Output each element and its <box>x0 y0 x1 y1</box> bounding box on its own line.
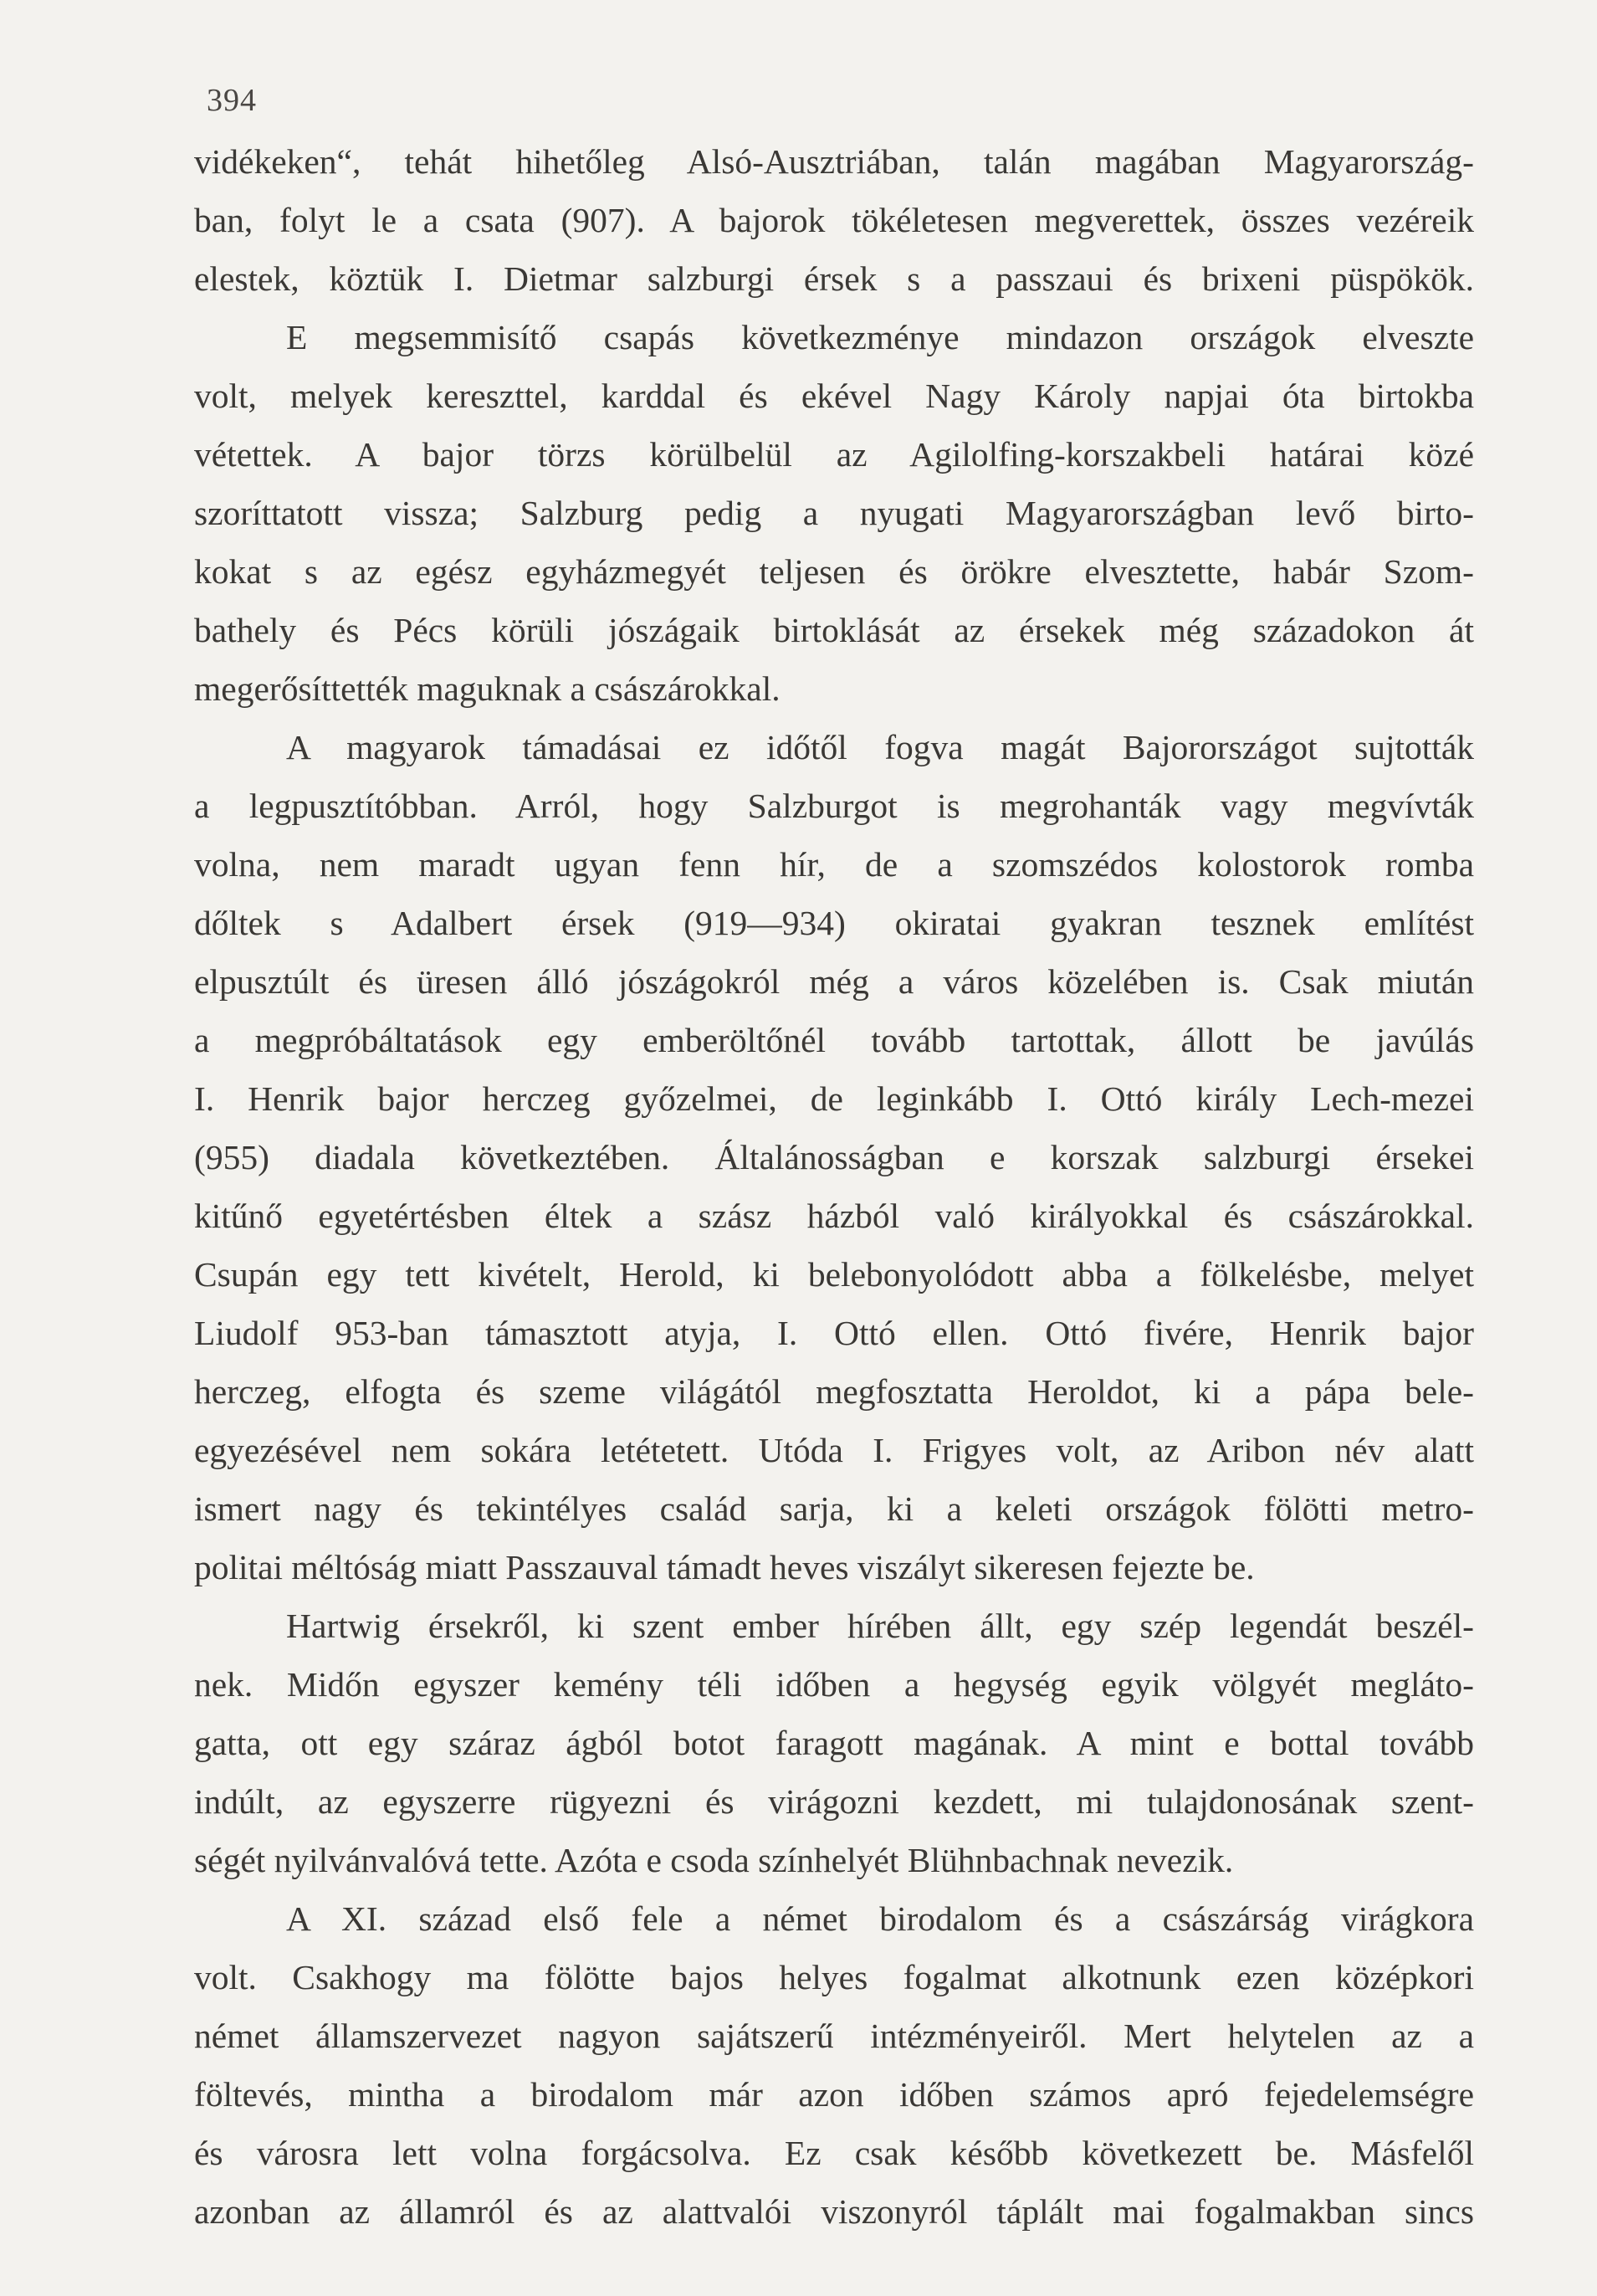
text-line: volna, nem maradt ugyan fenn hír, de a szomszédos kolostorok romba <box>194 845 1474 884</box>
text-line: német államszervezet nagyon sajátszerű intézményeiről. Mert helytelen az a <box>194 2017 1474 2055</box>
text-line: ségét nyilvánvalóvá tette. Azóta e csoda színhelyét Blühnbachnak nevezik. <box>194 1841 1234 1879</box>
text-line: Liudolf 953-ban támasztott atyja, I. Ottó ellen. Ottó fivére, Henrik bajor <box>194 1314 1474 1352</box>
text-line: elestek, köztük I. Dietmar salzburgi érsek s a passzaui és brixeni püspökök. <box>194 259 1474 298</box>
text-line: politai méltóság miatt Passzauval támadt heves viszályt sikeresen fejezte be. <box>194 1548 1255 1586</box>
text-line: I. Henrik bajor herczeg győzelmei, de leginkább I. Ottó király Lech-mezei <box>194 1079 1474 1118</box>
text-line: föltevés, mintha a birodalom már azon időben számos apró fejedelemségre <box>194 2075 1474 2114</box>
text-line: a megpróbáltatások egy emberöltőnél tovább tartottak, állott be javúlás <box>194 1021 1474 1059</box>
text-line: Csupán egy tett kivételt, Herold, ki belebonyolódott abba a fölkelésbe, melyet <box>194 1255 1474 1294</box>
text-line: kokat s az egész egyházmegyét teljesen és örökre elvesztette, habár Szom- <box>194 552 1474 591</box>
text-line: azonban az államról és az alattvalói viszonyról táplált mai fogalmakban sincs <box>194 2192 1474 2231</box>
text-line: ismert nagy és tekintélyes család sarja, ki a keleti országok fölötti metro- <box>194 1489 1474 1528</box>
text-line: szoríttatott vissza; Salzburg pedig a nyugati Magyarországban levő birto- <box>194 494 1474 532</box>
page-number: 394 <box>207 83 257 118</box>
text-line: herczeg, elfogta és szeme világától megfosztatta Heroldot, ki a pápa bele- <box>194 1372 1474 1411</box>
text-line: vétettek. A bajor törzs körülbelül az Agilolfing-korszakbeli határai közé <box>194 435 1474 474</box>
text-line: volt, melyek kereszttel, karddal és ekével Nagy Károly napjai óta birtokba <box>194 377 1474 415</box>
text-line: A XI. század első fele a német birodalom és a császárság virágkora <box>286 1899 1474 1938</box>
text-line: vidékeken“, tehát hihetőleg Alsó-Ausztriában, talán magában Magyarország- <box>194 142 1474 181</box>
text-line: kitűnő egyetértésben éltek a szász házból való királyokkal és császárokkal. <box>194 1197 1474 1235</box>
text-line: A magyarok támadásai ez időtől fogva magát Bajorországot sujtották <box>286 728 1474 766</box>
text-line: dőltek s Adalbert érsek (919—934) okiratai gyakran tesznek említést <box>194 904 1474 942</box>
text-line: nek. Midőn egyszer kemény téli időben a hegység egyik völgyét megláto- <box>194 1665 1474 1704</box>
text-line: (955) diadala következtében. Általánosságban e korszak salzburgi érsekei <box>194 1138 1474 1176</box>
text-line: indúlt, az egyszerre rügyezni és virágozni kezdett, mi tulajdonosának szent- <box>194 1782 1474 1821</box>
text-line: volt. Csakhogy ma fölötte bajos helyes fogalmat alkotnunk ezen középkori <box>194 1958 1474 1996</box>
text-line: Hartwig érsekről, ki szent ember hírében állt, egy szép legendát beszél- <box>286 1607 1474 1645</box>
text-line: gatta, ott egy száraz ágból botot faragott magának. A mint e bottal tovább <box>194 1724 1474 1762</box>
text-line: egyezésével nem sokára letétetett. Utóda I. Frigyes volt, az Aribon név alatt <box>194 1431 1474 1469</box>
text-line: megerősíttették maguknak a császárokkal. <box>194 669 781 708</box>
text-line: bathely és Pécs körüli jószágaik birtoklását az érsekek még századokon át <box>194 611 1474 649</box>
text-line: a legpusztítóbban. Arról, hogy Salzburgot is megrohanták vagy megvívták <box>194 787 1474 825</box>
text-line: ban, folyt le a csata (907). A bajorok tökéletesen megverettek, összes vezéreik <box>194 201 1474 239</box>
body-text <box>194 132 1474 2241</box>
text-line: elpusztúlt és üresen álló jószágokról még a város közelében is. Csak miután <box>194 962 1474 1001</box>
text-line: és városra lett volna forgácsolva. Ez csak később következett be. Másfelől <box>194 2134 1474 2172</box>
text-line: E megsemmisítő csapás következménye mindazon országok elveszte <box>286 318 1474 356</box>
